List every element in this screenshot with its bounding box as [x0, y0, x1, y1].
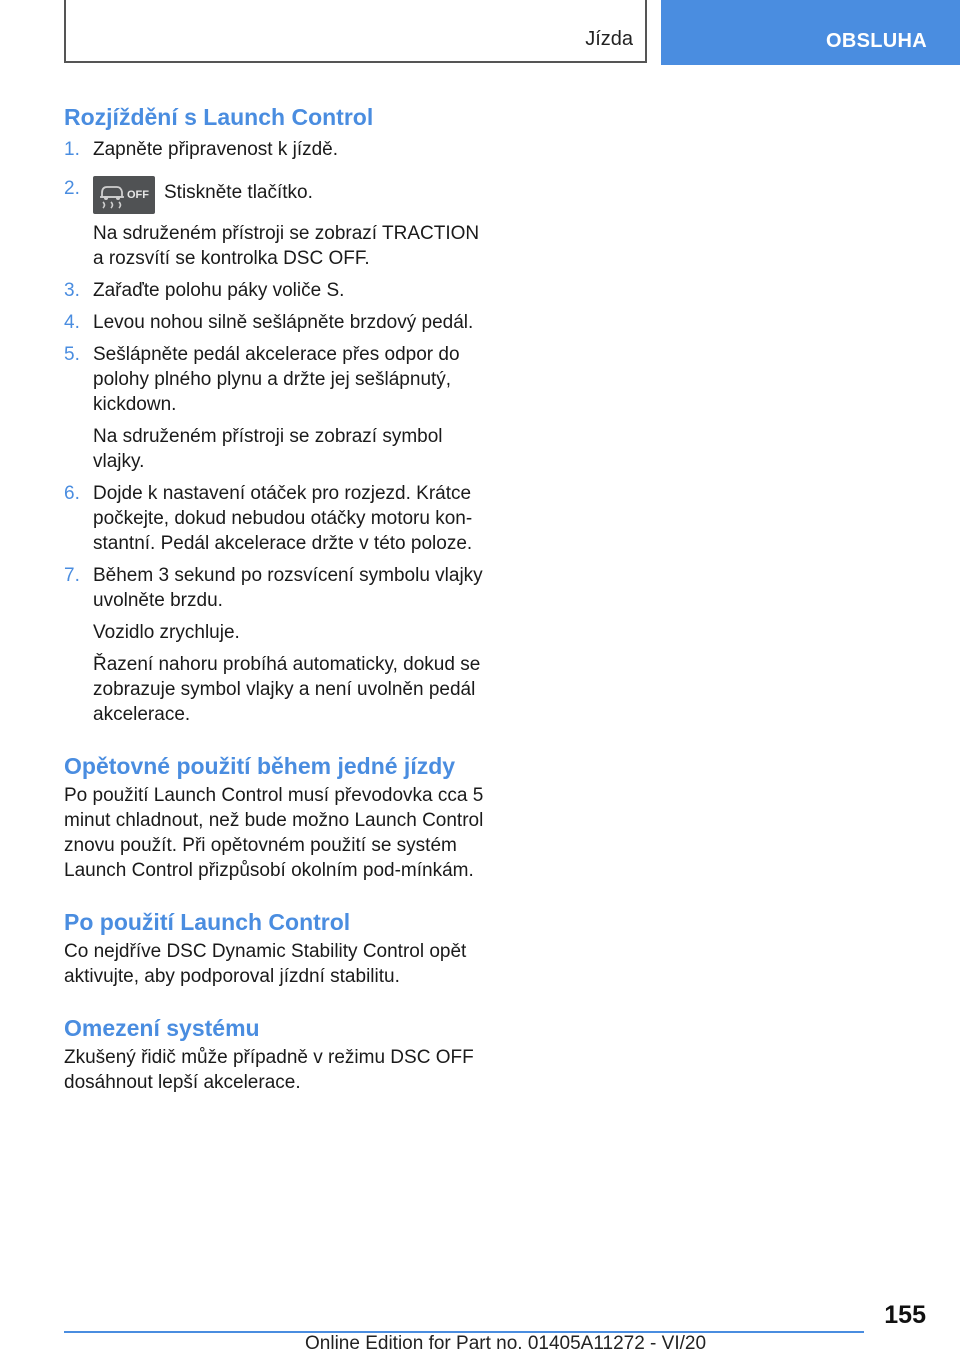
step-number: 6.: [64, 483, 80, 504]
launch-control-steps: [64, 137, 484, 727]
step-item-3: [64, 278, 484, 303]
reuse-paragraph: Po použití Launch Control musí převodovka cca 5 minut chladnout, než bude možno Launch Control znovu použít. Při opětovném použití se systém Launch Control přizpůsobí okolním pod-mínkám.: [64, 785, 484, 881]
reuse-heading: Opětovné použití během jedné jízdy: [64, 753, 456, 779]
step-text: Zapněte připravenost k jízdě.: [93, 139, 339, 160]
step-subtext: Na sdruženém přístroji se zobrazí symbol vlajky.: [93, 426, 443, 472]
step-number: 5.: [64, 344, 80, 365]
step-item-1: [64, 137, 484, 162]
step-number: 2.: [64, 178, 80, 199]
step-number: 1.: [64, 139, 80, 160]
step-item-6: [64, 481, 484, 556]
step-subtext: Vozidlo zrychluje.: [93, 622, 240, 643]
footer-edition-text: Online Edition for Part no. 01405A11272 - VI/20: [305, 1333, 707, 1354]
step-text: Dojde k nastavení otáček pro rozjezd. Krátce počkejte, dokud nebudou otáčky motoru kon-stantní. Pedál akcelerace držte v této poloze.: [93, 483, 473, 554]
step-text: Sešlápněte pedál akcelerace přes odpor do polohy plného plynu a držte jej sešlápnutý, kickdown.: [93, 344, 460, 415]
header-chapter-label: OBSLUHA: [826, 30, 927, 52]
step-text: Během 3 sekund po rozsvícení symbolu vlajky uvolněte brzdu.: [93, 565, 483, 611]
step-number: 3.: [64, 280, 80, 301]
dsc-off-icon-label: OFF: [127, 189, 149, 201]
header-section-title: Jízda: [585, 28, 633, 50]
step-text: Stiskněte tlačítko.: [164, 182, 313, 203]
step-text: Zařaďte polohu páky voliče S.: [93, 280, 345, 301]
step-item-7: [64, 563, 484, 727]
header-section-frame: [64, 0, 647, 63]
step-item-2: [64, 176, 484, 271]
after-use-heading: Po použití Launch Control: [64, 909, 351, 935]
step-subtext: Na sdruženém přístroji se zobrazí TRACTION a rozsvítí se kontrolka DSC OFF.: [93, 223, 480, 269]
header-chapter-tab: [661, 0, 960, 65]
step-subtext: Řazení nahoru probíhá automaticky, dokud se zobrazuje symbol vlajky a není uvolněn pedál akcelerace.: [93, 654, 481, 725]
limits-paragraph: Zkušený řidič může případně v režimu DSC OFF dosáhnout lepší akcelerace.: [64, 1047, 474, 1093]
launch-control-heading: Rozjíždění s Launch Control: [64, 104, 374, 130]
page-number: 155: [884, 1301, 926, 1329]
step-text-with-icon: [93, 176, 484, 214]
step-item-4: [64, 310, 484, 335]
dsc-off-button-icon: [93, 176, 155, 214]
page-content: [64, 100, 484, 1095]
after-use-paragraph: Co nejdříve DSC Dynamic Stability Control opět aktivujte, aby podporoval jízdní stabilitu.: [64, 941, 467, 987]
limits-heading: Omezení systému: [64, 1015, 260, 1041]
step-item-5: [64, 342, 484, 474]
step-number: 7.: [64, 565, 80, 586]
step-number: 4.: [64, 312, 80, 333]
step-text: Levou nohou silně sešlápněte brzdový pedál.: [93, 312, 474, 333]
